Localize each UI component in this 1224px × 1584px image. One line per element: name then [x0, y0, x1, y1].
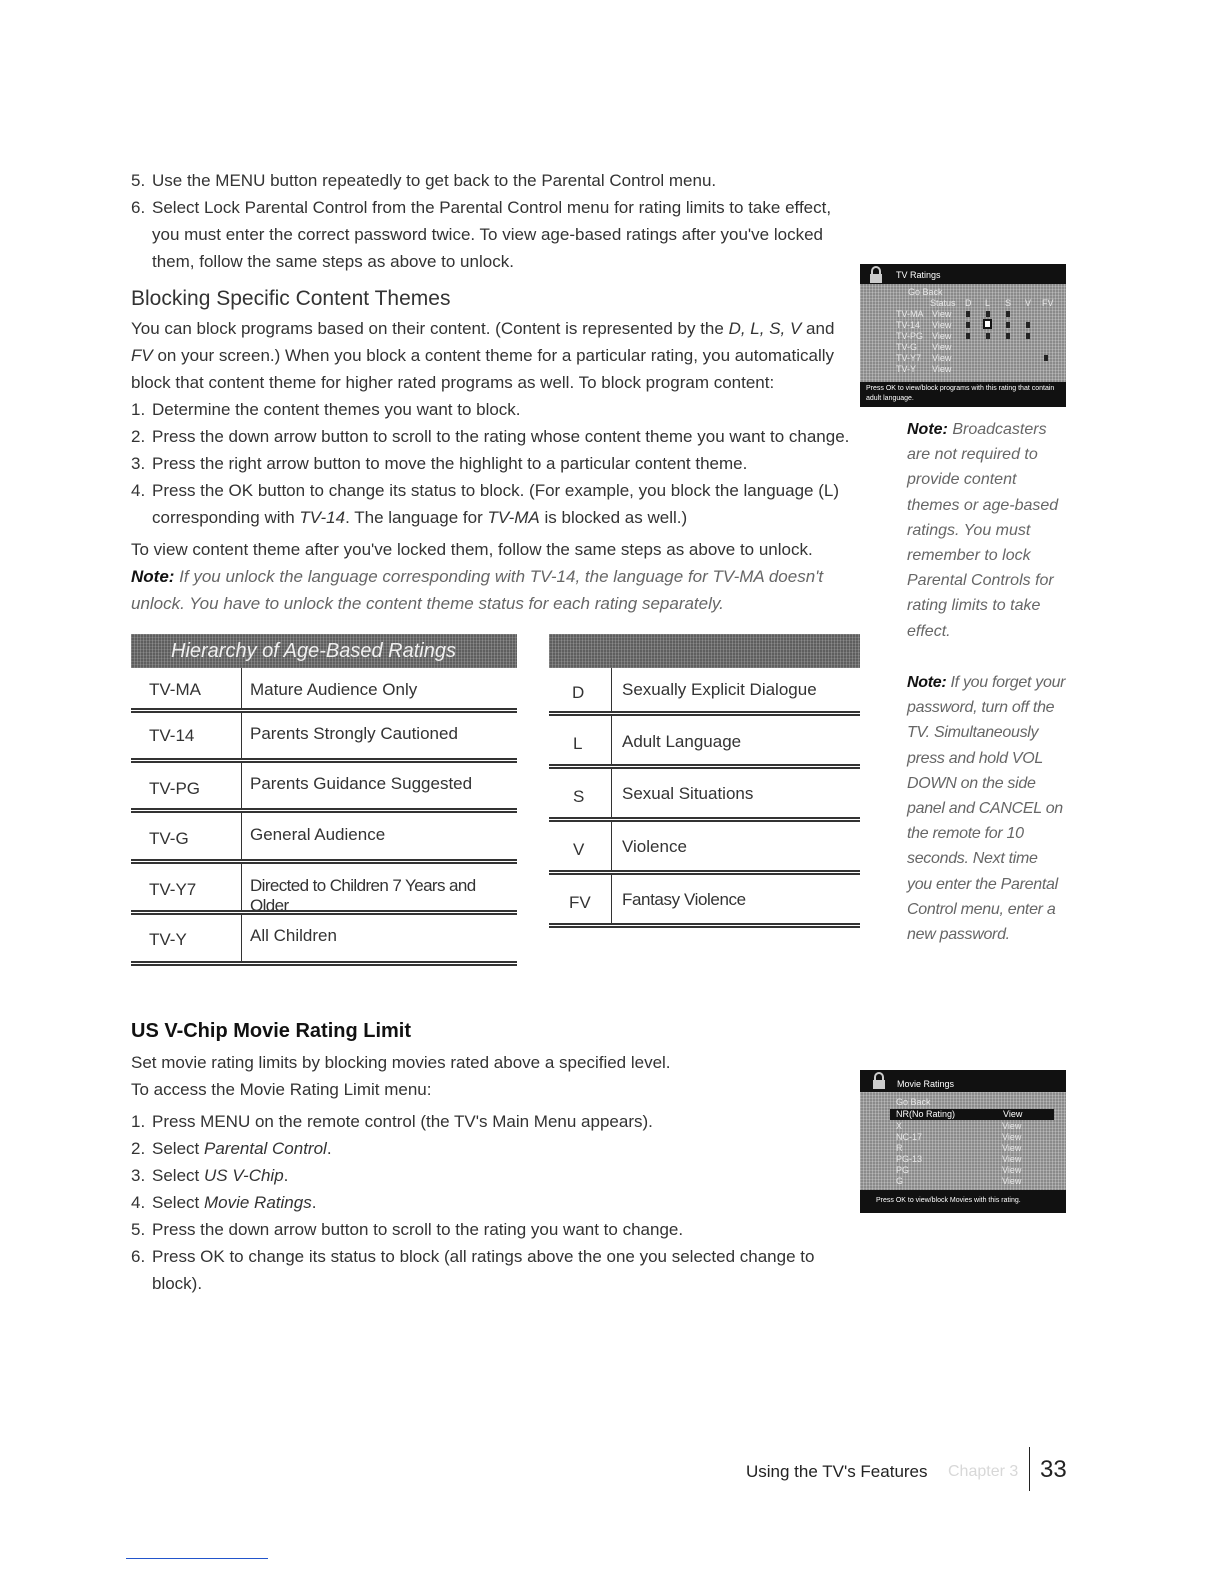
movie-ratings-screen	[860, 1070, 1066, 1213]
lock-icon	[871, 1071, 887, 1091]
intro-line: FV on your screen.) When you block a content theme for a particular rating, you automatically	[131, 346, 835, 365]
rating-label: TV-14	[896, 320, 921, 330]
rating-status: View	[932, 320, 952, 330]
age-ratings-table	[131, 634, 517, 966]
rating-label: PG-13	[896, 1154, 923, 1164]
table-row: TV-PG Parents Guidance Suggested	[131, 763, 517, 813]
rating-status: View	[1002, 1154, 1022, 1164]
small-lock-icon	[986, 311, 990, 317]
rating-status: View	[1002, 1176, 1022, 1186]
small-lock-icon	[966, 322, 970, 328]
rating-label: PG	[896, 1165, 910, 1175]
inline-note: Note: If you unlock the language corresponding with TV-14, the language for TV-MA doesn't	[131, 567, 824, 586]
rating-label: G	[896, 1176, 904, 1186]
section-heading: US V-Chip Movie Rating Limit	[131, 1020, 412, 1042]
small-lock-icon	[1026, 333, 1030, 339]
rating-label: TV-Y7	[896, 353, 922, 363]
rating-status: View	[932, 353, 952, 363]
list-item: 2. Select Parental Control.	[131, 1139, 332, 1158]
rating-status: View	[1002, 1165, 1022, 1175]
column-header: D	[965, 298, 972, 308]
footer-divider	[1029, 1447, 1030, 1491]
table-row: S Sexual Situations	[549, 769, 860, 822]
rating-label: R	[896, 1143, 903, 1153]
small-lock-icon	[1006, 322, 1010, 328]
selected-lock-icon	[983, 319, 992, 329]
footnote-rule	[126, 1558, 268, 1559]
table-row: TV-G General Audience	[131, 813, 517, 864]
list-item: 5. Use the MENU button repeatedly to get back to the Parental Control menu.	[131, 171, 717, 190]
list-item: 4. Press the OK button to change its status to block. (For example, you block the language (L) corresponding with TV-14. The language for TV-MA is blocked as well.)	[131, 481, 839, 527]
small-lock-icon	[1006, 333, 1010, 339]
list-item: 1. Determine the content themes you want to block.	[131, 400, 521, 419]
table-row: TV-Y All Children	[131, 915, 517, 966]
table-header: Hierarchy of Age-Based Ratings	[131, 634, 517, 668]
table-row: TV-MA Mature Audience Only	[131, 668, 517, 713]
column-header: FV	[1042, 298, 1054, 308]
lock-icon	[868, 265, 884, 285]
table-row: TV-14 Parents Strongly Cautioned	[131, 713, 517, 763]
inline-note-continued: unlock. You have to unlock the content theme status for each rating separately.	[131, 594, 724, 613]
after-text: To view content theme after you've locked them, follow the same steps as above to unlock.	[131, 540, 813, 559]
list-item: 1. Press MENU on the remote control (the TV's Main Menu appears).	[131, 1112, 653, 1131]
screen-help-text: Press OK to view/block programs with this rating that contain	[866, 385, 1055, 392]
table-row: D Sexually Explicit Dialogue	[549, 668, 860, 716]
list-item: 6. Select Lock Parental Control from the Parental Control menu for rating limits to take effect, you must enter the correct password twice. To view age-based ratings after you've locked them, follow the same steps as above to unlock.	[131, 198, 832, 271]
small-lock-icon	[1026, 322, 1030, 328]
rating-label: TV-Y	[896, 364, 917, 374]
column-header: V	[1025, 298, 1032, 308]
screen-title: Movie Ratings	[897, 1079, 955, 1089]
side-note-password: Note: If you forget your password, turn off the TV. Simultaneously press and hold VOL DOWN on the side panel and CANCEL on the remote for 10 seconds. Next time you enter the Parental Control menu, enter a new password.	[907, 674, 1066, 944]
column-header: S	[1005, 298, 1012, 308]
small-lock-icon	[966, 333, 970, 339]
screen-help-text: adult language.	[866, 395, 914, 402]
page-number: 33	[1040, 1456, 1067, 1483]
status-header: Status	[930, 298, 956, 308]
rating-status: View	[1002, 1143, 1022, 1153]
intro-line: block that content theme for higher rated programs as well. To block program content:	[131, 373, 775, 392]
selected-rating-row: NR(No Rating) View	[890, 1109, 1054, 1120]
blocking-section	[131, 315, 851, 617]
side-note-broadcasters: Note: Broadcasters are not required to provide content themes or age-based ratings. You must remember to lock Parental Controls for rating limits to take effect.	[907, 421, 1059, 640]
screen-title: TV Ratings	[896, 270, 941, 280]
footer-chapter: Chapter 3	[948, 1463, 1019, 1480]
table-header	[549, 634, 860, 668]
table-row: TV-Y7 Directed to Children 7 Years and Older	[131, 864, 517, 915]
small-lock-icon	[1006, 311, 1010, 317]
list-item: 3. Select US V-Chip.	[131, 1166, 289, 1185]
vchip-section: Set movie rating limits by blocking movies rated above a specified level. To access the Movie Rating Limit menu: 1. Press MENU on the remote control (the TV's Main Menu appears). 2. Select Parental Control. 3. Select US V-Chip. 4. Select Movie Ratings. 5. Press the down arrow button to scroll to the rating you want to change. 6. Press OK to change its status to block (all ratings above the one you selected change to block).	[131, 1049, 851, 1297]
go-back-item: Go Back	[908, 287, 943, 297]
small-lock-icon	[986, 333, 990, 339]
screen-help-text: Press OK to view/block Movies with this rating.	[876, 1197, 1021, 1204]
intro-line: You can block programs based on their content. (Content is represented by the D, L, S, V and	[131, 319, 835, 338]
rating-label: TV-G	[896, 342, 918, 352]
rating-status: View	[1002, 1121, 1022, 1131]
rating-label: TV-PG	[896, 331, 924, 341]
rating-status: View	[932, 364, 952, 374]
list-item: 4. Select Movie Ratings.	[131, 1193, 317, 1212]
table-row: FV Fantasy Violence	[549, 875, 860, 928]
table-row: V Violence	[549, 822, 860, 875]
rating-status: View	[932, 342, 952, 352]
rating-label: NC-17	[896, 1132, 923, 1142]
tv-ratings-screen	[860, 264, 1066, 407]
list-item: 3. Press the right arrow button to move the highlight to a particular content theme.	[131, 454, 748, 473]
rating-label: X	[896, 1121, 903, 1131]
column-header: L	[985, 298, 991, 308]
footer-section-title: Using the TV's Features	[746, 1462, 928, 1481]
content-themes-table	[549, 634, 860, 928]
rating-label: TV-MA	[896, 309, 924, 319]
go-back-item: Go Back	[896, 1097, 931, 1107]
table-row: L Adult Language	[549, 716, 860, 769]
section-heading: Blocking Specific Content Themes	[131, 287, 451, 310]
small-lock-icon	[966, 311, 970, 317]
rating-status: View	[932, 309, 952, 319]
list-item: 5. Press the down arrow button to scroll to the rating you want to change.	[131, 1220, 684, 1239]
small-lock-icon	[1044, 355, 1048, 361]
rating-status: View	[1002, 1132, 1022, 1142]
list-item: 2. Press the down arrow button to scroll to the rating whose content theme you want to change.	[131, 427, 850, 446]
rating-status: View	[932, 331, 952, 341]
top-steps	[131, 167, 851, 275]
list-item: 6. Press OK to change its status to block (all ratings above the one you selected change to block).	[131, 1247, 815, 1293]
